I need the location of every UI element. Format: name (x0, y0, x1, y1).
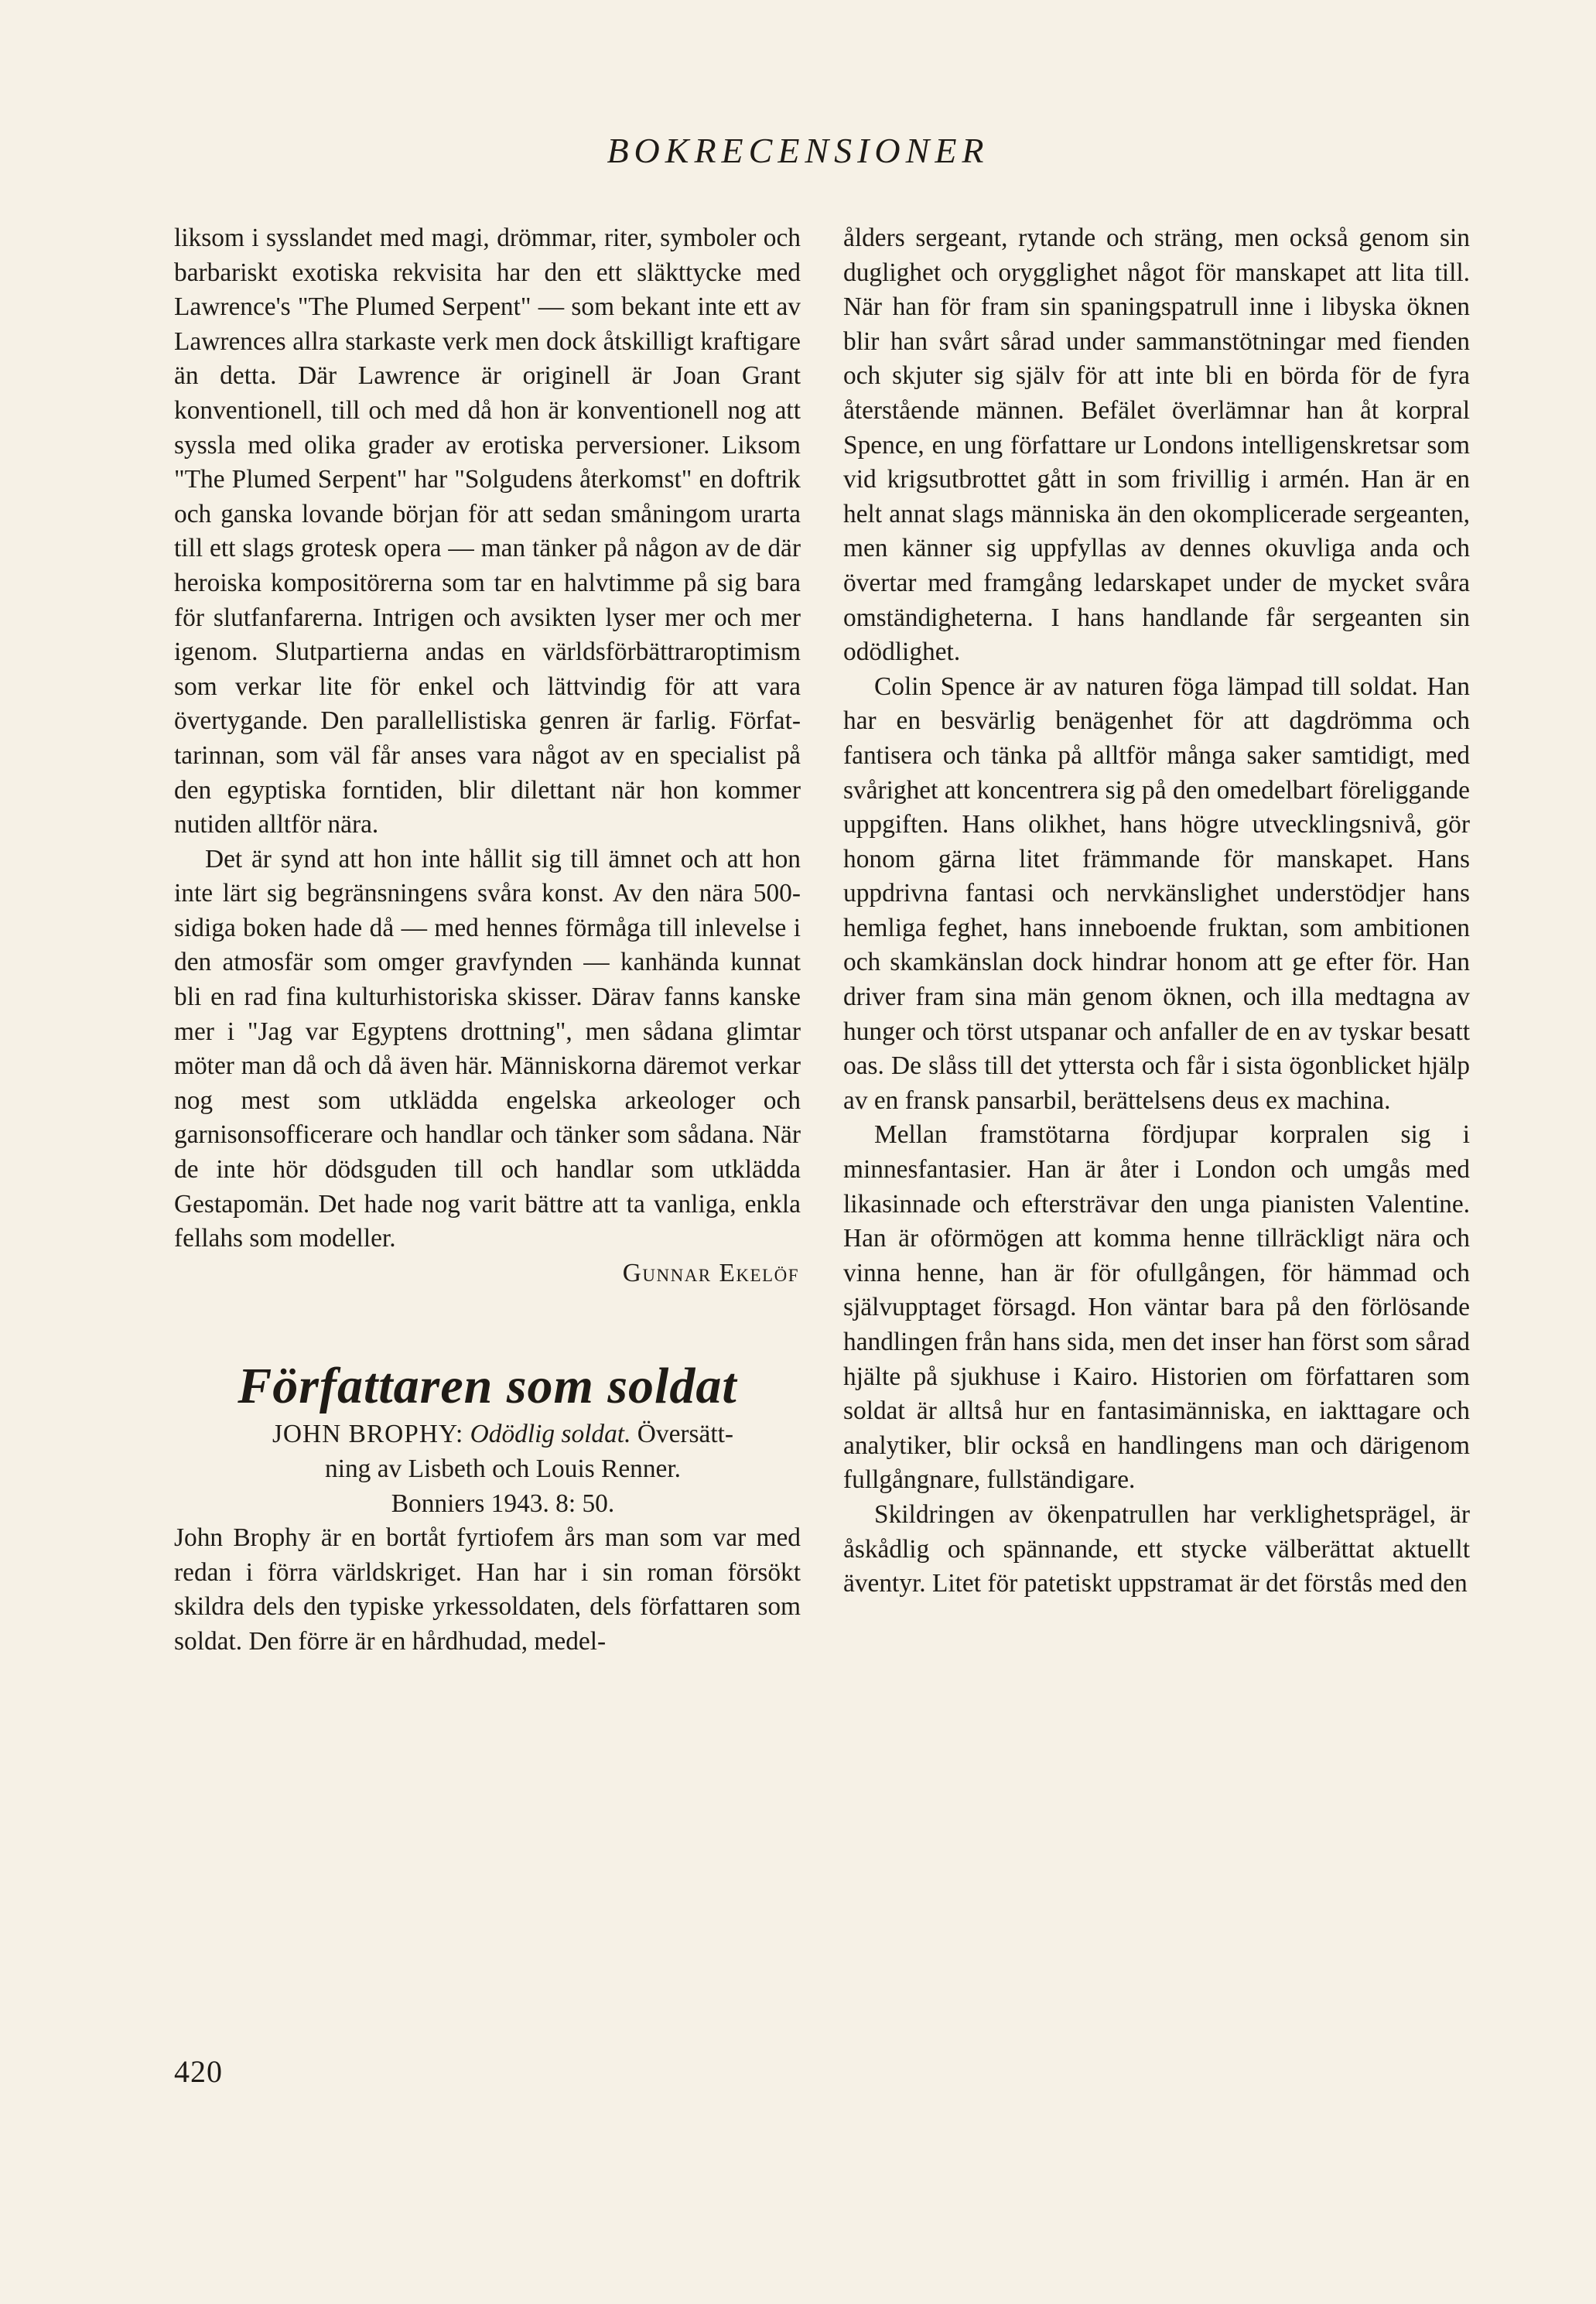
running-head: BOKRECENSIONER (607, 131, 989, 170)
right-column (843, 221, 1470, 1602)
reviewer-signature: Gunnar Ekelöf (622, 1258, 799, 1287)
review-paragraph: John Brophy är en bortåt fyrtiofem års man som var med redan i förra världskriget. Han har i sin roman försökt skildra dels den typiske yrkessoldaten, dels författaren som soldat. Den förre är en hårdhudad, medel- (174, 1523, 801, 1656)
review-title: Författaren som soldat (238, 1358, 737, 1415)
review-paragraph: Skildringen av ökenpatrullen har verklighetsprägel, är åskådlig och spännande, ett stycke välberättat aktuellt äventyr. Litet för patetiskt uppstramat är det förstås med den (843, 1499, 1470, 1598)
book-title: Odödlig soldat. (470, 1420, 631, 1449)
review-paragraph: Det är synd att hon inte hållit sig till ämnet och att hon inte lärt sig begränsningens svåra konst. Av den nära 500-sidiga boken hade då — med hennes förmåga till inlevelse i den atmosfär som omger gravfynden — kanhända kunnat bli en rad fina kulturhistoriska skisser. Därav fanns kanske mer i "Jag var Egyptens drottning", men sådana glimtar möter man då och då även här. Människorna däremot verkar nog mest som utklädda engelska arkeologer och garnisonsofficerare och handlar och tänker som sådana. När de inte hör dödsguden till och handlar som utklädda Gestapomän. Det hade nog varit bättre att ta vanliga, enkla fellahs som modeller. (174, 844, 801, 1253)
book-translation: Översätt- (637, 1420, 734, 1449)
book-translators: ning av Lisbeth och Louis Renner. (325, 1455, 681, 1483)
book-publisher: Bonniers 1943. 8: 50. (391, 1489, 615, 1518)
review-paragraph: liksom i sysslandet med magi, drömmar, riter, symboler och barbariskt exotiska rekvisita har den ett släkttycke med Lawrence's "The Plumed Serpent" — som bekant inte ett av Lawrences allra starkaste verk men dock åtskilligt kraftigare än detta. Där Lawrence är originell är Joan Grant konventionell, till och med då hon är konventionell nog att syssla med olika grader av erotiska perversioner. Liksom "The Plumed Serpent" har "Solgudens återkomst" en doftrik och ganska lovande början för att sedan småningom urarta till ett slags grotesk opera — man tänker på någon av de där heroiska kompositörerna som tar en halvtimme på sig bara för slutfanfarerna. Intrigen och avsikten lyser mer och mer igenom. Slutpartierna andas en världsförbättraroptimism som verkar lite för enkel och lättvindig för att vara övertygande. Den parallellistiska genren är farlig. Författarinnan, som väl får anses vara något av en specialist på den egyptiska forntiden, blir dilettant när hon kommer nutiden alltför nära. (174, 224, 801, 839)
book-author: JOHN BROPHY: (272, 1420, 464, 1449)
left-column (174, 221, 801, 1660)
page-number: 420 (174, 2054, 223, 2089)
review-paragraph: ålders sergeant, rytande och sträng, men också genom sin duglighet och orygglighet något för manskapet att lita till. När han för fram sin spaningspatrull inne i libyska öknen blir han svårt sårad under sammanstötningar med fienden och skjuter sig själv för att inte bli en börda för de fyra återstående männen. Befälet överlämnar han åt korpral Spence, en ung författare ur Londons intelligenskretsar som vid krigsutbrottet gått in som frivillig i armén. Han är en helt annat slags människa än den okomplicerade sergeanten, men känner sig uppfyllas av dennes okuvliga anda och övertar med framgång ledarskapet under de mycket svåra omständigheterna. I hans handlande får sergeanten sin odödlighet. (843, 224, 1470, 667)
review-paragraph: Colin Spence är av naturen föga lämpad till soldat. Han har en besvärlig benägenhet för att dagdrömma och fantisera och tänka på alltför många saker samtidigt, med svårighet att koncentrera sig på den omedelbart föreliggande uppgiften. Hans olikhet, hans högre utvecklingsnivå, gör honom gärna litet främmande för manskapet. Hans uppdrivna fantasi och nervkänslighet understödjer hans hemliga feghet, hans inneboende fruktan, som ambitionen och skamkänslan dock hindrar honom att ge efter för. Han driver fram sina män genom öknen, och illa medtagna av hunger och törst utspanar och anfaller de en av tyskar besatt oas. De slåss till det yttersta och får i sista ögonblicket hjälp av en fransk pansarbil, berättelsens deus ex machina. (843, 672, 1470, 1115)
book-reference-line (174, 1417, 801, 1452)
book-reference (174, 1417, 801, 1521)
review-paragraph: Mellan framstötarna fördjupar korpralen sig i minnesfantasier. Han är åter i London och umgås med likasinnade och eftersträvar den unga pianisten Valentine. Han är oförmögen att komma henne tillräckligt nära och vinna henne, han är för ofullgången, för hämmad och självupptaget försagd. Hon väntar bara på den förlösande handlingen från hans sida, men det inser han först som sårad hjälte på sjukhuse i Kairo. Historien om författaren som soldat är alltså hur en fantasimänniska, en iakttagare och analytiker, blir också en handlingens man och därigenom fullgångnare, fullständigare. (843, 1120, 1470, 1495)
